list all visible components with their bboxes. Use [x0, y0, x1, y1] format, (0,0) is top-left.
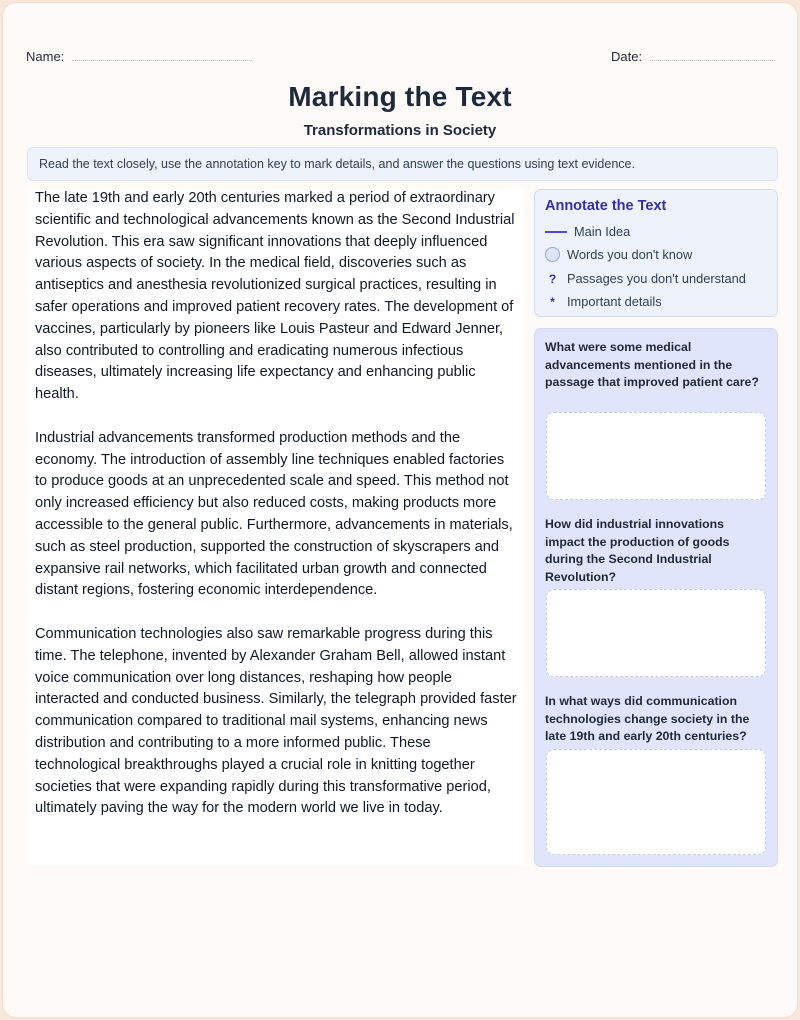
key-item-label: Passages you don't understand	[567, 271, 746, 286]
key-item-label: Words you don't know	[567, 247, 693, 262]
date-label: Date:	[611, 49, 643, 64]
key-item-main-idea	[545, 224, 630, 239]
key-item-important-details	[545, 294, 662, 309]
question-3: In what ways did communication technologies change society in the late 19th and early 20th centuries?	[545, 694, 750, 743]
questions-panel	[534, 328, 778, 867]
asterisk-icon: *	[550, 294, 555, 309]
question-1: What were some medical advancements mentioned in the passage that improved patient care?	[545, 340, 759, 389]
worksheet-page	[2, 2, 798, 1018]
date-field	[611, 49, 775, 64]
key-item-unknown-words	[545, 247, 692, 262]
key-item-label: Important details	[567, 294, 662, 309]
name-field	[26, 49, 252, 64]
instructions-banner	[27, 147, 778, 181]
question-2: How did industrial innovations impact the production of goods during the Second Industrial Revolution?	[545, 517, 730, 584]
page-subtitle: Transformations in Society	[303, 122, 497, 139]
question-mark-icon: ?	[548, 271, 557, 286]
name-input-line[interactable]	[72, 59, 252, 61]
passage-paragraph-3: Communication technologies also saw remarkable progress during this time. The telephone, invented by Alexander Graham Bell, allowed instant voice communication over long distances, reshaping how people interacted and conducted business. Similarly, the telegraph provided faster communication compared to traditional mail systems, enhancing news distribution and contributing to a more informed public. These technological breakthroughs played a crucial role in knitting together societies that were expanding rapidly during this transformative period, ultimately paving the way for the modern world we live in today.	[35, 625, 517, 817]
underline-icon	[545, 231, 567, 233]
instructions-text: Read the text closely, use the annotation key to mark details, and answer the questions using text evidence.	[39, 157, 635, 171]
key-item-confusing-passages	[545, 271, 746, 286]
page-title: Marking the Text	[288, 81, 512, 112]
reading-passage	[27, 188, 524, 866]
annotation-key-title: Annotate the Text	[545, 198, 667, 214]
passage-paragraph-2: Industrial advancements transformed production methods and the economy. The introduction of assembly line techniques enabled factories to produce goods at an unprecedented scale and speed. This method not only increased efficiency but also reduced costs, making products more accessible to the general public. Furthermore, advancements in materials, such as steel production, supported the construction of skyscrapers and expansive rail networks, which facilitated urban growth and connected distant regions, fostering economic interdependence.	[35, 429, 513, 599]
annotation-key-panel	[534, 189, 778, 317]
answer-box-3[interactable]	[546, 749, 766, 855]
answer-box-2[interactable]	[546, 589, 766, 677]
answer-box-1[interactable]	[546, 412, 766, 500]
key-item-label: Main Idea	[574, 224, 631, 239]
passage-paragraph-1: The late 19th and early 20th centuries marked a period of extraordinary scientific and technological advancements known as the Second Industrial Revolution. This era saw significant innovations that deeply influenced various aspects of society. In the medical field, discoveries such as antiseptics and anesthesia revolutionized surgical practices, resulting in safer operations and improved patient recovery rates. The development of vaccines, particularly by pioneers like Louis Pasteur and Edward Jenner, also contributed to controlling and eradicating numerous infectious diseases, ultimately increasing life expectancy and enhancing public health.	[35, 190, 515, 403]
name-label: Name:	[26, 49, 65, 64]
circle-icon	[545, 247, 560, 262]
date-input-line[interactable]	[650, 59, 775, 61]
